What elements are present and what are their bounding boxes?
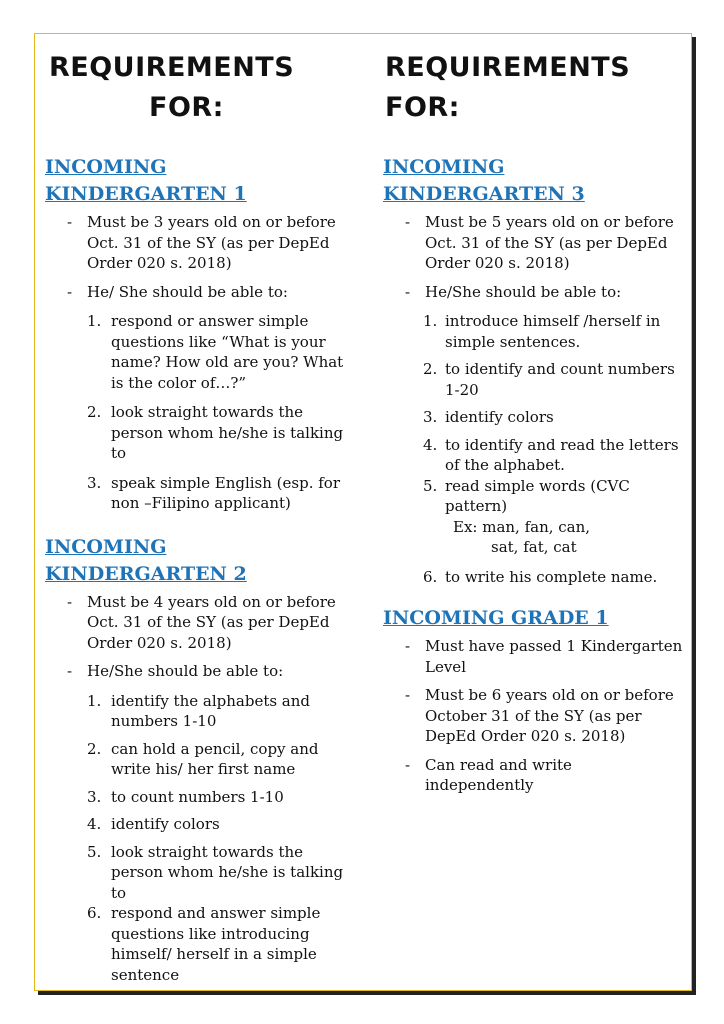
k3-ability-item: 1. introduce himself /herself in simple sentences. [423, 312, 661, 351]
k1-abilities-intro: - He/ She should be able to: [67, 282, 288, 301]
k3-abilities-intro: - He/She should be able to: [405, 282, 622, 301]
k3-ability-item: 2. to identify and count numbers 1-20 [423, 360, 675, 399]
k2-abilities-intro: - He/She should be able to: [67, 662, 284, 680]
k1-age-requirement: - Must be 3 years old on or before Oct. 31 of the SY (as per DepEd Order 020 s. 2018) [67, 213, 336, 272]
k2-ability-item: 5. look straight towards the person whom he/she is talking to [87, 842, 344, 902]
k1-ability-item: 3. speak simple English (esp. for non –Filipino applicant) [87, 473, 340, 512]
grade-1-heading: INCOMING GRADE 1 [383, 607, 609, 629]
section-grade-1 [383, 605, 683, 796]
k2-ability-item: 6. respond and answer simple questions like introducing himself/ herself in a simple sentence [87, 904, 321, 984]
left-title: REQUIREMENTS FOR: [49, 52, 295, 123]
kindergarten-3-heading: INCOMING KINDERGARTEN 3 [383, 156, 585, 205]
left-column [45, 34, 355, 985]
k2-ability-item: 3. to count numbers 1-10 [87, 787, 284, 806]
flyer-frame [34, 33, 692, 991]
section-kindergarten-2 [45, 534, 355, 986]
k3-example-words: Ex: man, fan, can, sat, fat, cat [453, 517, 591, 556]
k2-age-requirement: - Must be 4 years old on or before Oct. 31 of the SY (as per DepEd Order 020 s. 2018) [67, 592, 336, 652]
kindergarten-1-heading: INCOMING KINDERGARTEN 1 [45, 156, 247, 205]
k3-ability-item: 5. read simple words (CVC pattern) [423, 476, 630, 515]
g1-requirement: - Must be 6 years old on or before October 31 of the SY (as per DepEd Order 020 s. 2018) [405, 686, 674, 745]
section-kindergarten-1 [45, 154, 355, 514]
k1-ability-item: 2. look straight towards the person whom he/she is talking to [87, 403, 344, 462]
k1-ability-item: 1. respond or answer simple questions like “What is your name? How old are you? What is the color of…?” [87, 312, 344, 392]
k2-ability-item: 4. identify colors [87, 815, 220, 833]
k3-ability-item: 3. identify colors [423, 408, 554, 426]
g1-requirement: - Must have passed 1 Kindergarten Level [405, 637, 683, 676]
k2-ability-item: 2. can hold a pencil, copy and write his/ her first name [87, 739, 319, 778]
k2-ability-item: 1. identify the alphabets and numbers 1-10 [87, 691, 311, 730]
g1-requirement: - Can read and write independently [405, 755, 572, 794]
section-kindergarten-3 [383, 154, 683, 587]
k3-ability-item: 4. to identify and read the letters of the alphabet. [423, 435, 679, 474]
kindergarten-2-heading: INCOMING KINDERGARTEN 2 [45, 535, 247, 585]
k3-ability-item: 6. to write his complete name. [423, 567, 658, 586]
right-title: REQUIREMENTS FOR: [385, 52, 631, 123]
right-column [383, 34, 683, 796]
k3-age-requirement: - Must be 5 years old on or before Oct. 31 of the SY (as per DepEd Order 020 s. 2018) [405, 213, 674, 272]
